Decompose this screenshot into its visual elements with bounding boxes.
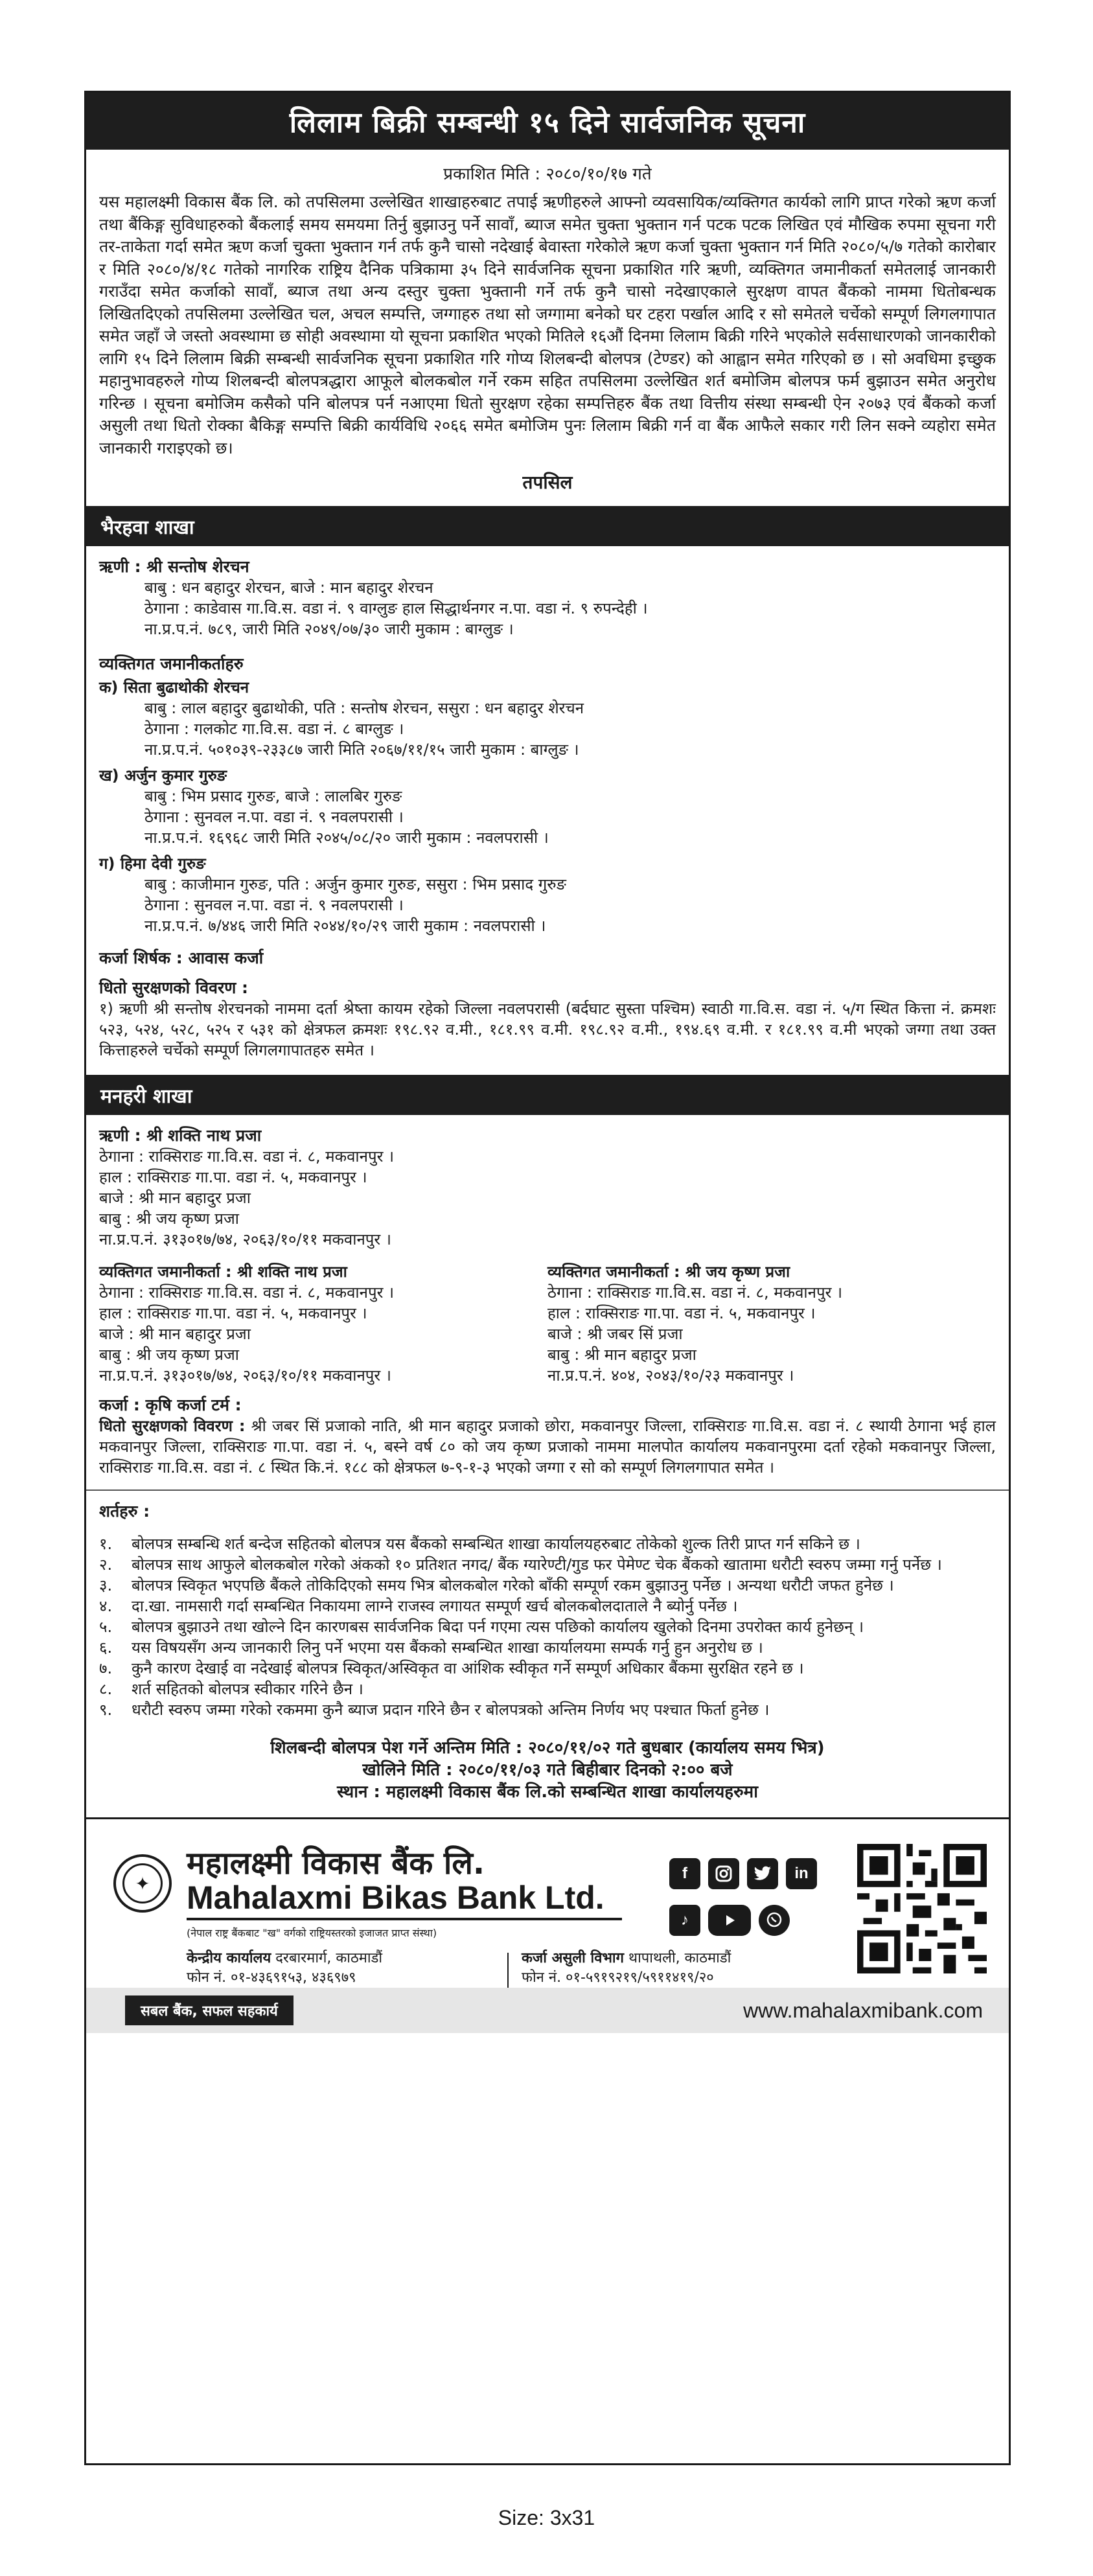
branch-section-manhari xyxy=(86,1125,1009,1478)
guarantor-name: व्यक्तिगत जमानीकर्ता : श्री जय कृष्ण प्रजा xyxy=(547,1263,790,1281)
loan-title: कर्जा शिर्षक : आवास कर्जा xyxy=(99,949,264,967)
deadline-opening: खोलिने मिति : २०८०/११/०३ गते बिहीबार दिनको २:०० बजे xyxy=(362,1760,733,1780)
bank-name-nepali: महालक्ष्मी विकास बैंक लि. xyxy=(187,1845,485,1881)
condition-number: १. xyxy=(99,1535,113,1553)
guarantor-line: ना.प्र.प.नं. १६९६८ जारी मिति २०४५/०८/२० जारी मुकाम : नवलपरासी । xyxy=(144,829,549,847)
recovery-office xyxy=(522,1949,731,1988)
guarantor-line: हाल : राक्सिराङ गा.पा. वडा नं. ५, मकवानपुर । xyxy=(99,1304,367,1322)
borrower-line: हाल : राक्सिराङ गा.पा. वडा नं. ५, मकवानपुर । xyxy=(99,1168,367,1186)
collateral-heading: धितो सुरक्षणको विवरण : xyxy=(99,978,249,997)
branch-section-bhairahawa xyxy=(86,557,1009,1061)
condition-text: बोलपत्र बुझाउने तथा खोल्ने दिन कारणबस सार्वजनिक बिदा पर्न गएमा त्यस पछिको कार्यालय खुलेको दिनमा उपरोक्त कार्य हुनेछन् । xyxy=(132,1618,864,1636)
viber-icon[interactable] xyxy=(759,1905,790,1936)
details-heading: तपसिल xyxy=(522,472,573,493)
recovery-office-address: थापाथली, काठमाडौं xyxy=(628,1950,731,1966)
recovery-office-phone: फोन नं. ०१-५९१९२१९/५९११४१९/२० xyxy=(522,1970,714,1986)
condition-text: धरौटी स्वरुप जम्मा गरेको रकममा कुनै ब्याज प्रदान गरिने छैन र बोलपत्रको अन्तिम निर्णय भए पश्चात फिर्ता हुनेछ । xyxy=(132,1701,770,1719)
bid-deadline xyxy=(86,1737,1009,1803)
published-date: प्रकाशित मिति : २०८०/१०/१७ गते xyxy=(443,165,652,184)
condition-number: ४. xyxy=(99,1597,113,1615)
ad-size-note: Size: 3x31 xyxy=(498,2506,595,2529)
guarantor-line: बाबु : श्री जय कृष्ण प्रजा xyxy=(99,1346,239,1364)
guarantor-line: बाजे : श्री जबर सिं प्रजा xyxy=(547,1325,683,1343)
guarantor-line: ना.प्र.प.नं. ७/४४६ जारी मिति २०४४/१०/२९ जारी मुकाम : नवलपरासी । xyxy=(144,917,546,935)
bank-slogan: सबल बैंक, सफल सहकार्य xyxy=(125,1995,293,2025)
condition-number: २. xyxy=(99,1556,113,1574)
guarantor-name: ग) हिमा देवी गुरुङ xyxy=(99,855,206,873)
condition-item xyxy=(86,1658,1009,1679)
tiktok-icon[interactable]: ♪ xyxy=(669,1905,700,1936)
conditions-section xyxy=(86,1501,1009,1522)
facebook-icon[interactable]: f xyxy=(669,1858,700,1889)
guarantor-line: बाबु : भिम प्रसाद गुरुङ, बाजे : लालबिर गुरुङ xyxy=(144,787,402,805)
condition-number: ७. xyxy=(99,1659,113,1677)
bank-name-underline xyxy=(187,1918,622,1920)
recovery-office-label: कर्जा असुली विभाग xyxy=(522,1950,625,1966)
guarantor-block xyxy=(99,765,996,848)
condition-number: ६. xyxy=(99,1639,113,1657)
guarantor-name: व्यक्तिगत जमानीकर्ता : श्री शक्ति नाथ प्रजा xyxy=(99,1263,347,1281)
branch-header-manhari: मनहरी शाखा xyxy=(86,1075,1009,1115)
bank-footer xyxy=(86,1819,1009,2033)
central-office-label: केन्द्रीय कार्यालय xyxy=(187,1950,271,1966)
guarantors-heading: व्यक्तिगत जमानीकर्ताहरु xyxy=(99,654,244,673)
loan-title: कर्जा : कृषि कर्जा टर्म : xyxy=(99,1396,242,1414)
condition-text: यस विषयसँग अन्य जानकारी लिनु पर्ने भएमा यस बैंकको सम्बन्धित शाखा कार्यालयमा सम्पर्क गर्नु हुन अनुरोध छ । xyxy=(132,1639,763,1657)
borrower-line: बाबु : श्री जय कृष्ण प्रजा xyxy=(99,1210,239,1228)
central-office-address: दरबारमार्ग, काठमाडौं xyxy=(275,1950,383,1966)
condition-text: कुनै कारण देखाई वा नदेखाई बोलपत्र स्विकृत/अस्विकृत वा आंशिक स्वीकृत गर्ने सम्पूर्ण अधिकार बैंकमा सुरक्षित रहने छ । xyxy=(132,1659,804,1677)
borrower-name: ऋणी : श्री सन्तोष शेरचन xyxy=(99,557,249,576)
qr-code-icon xyxy=(857,1844,987,1973)
condition-text: बोलपत्र साथ आफुले बोलकबोल गरेको अंकको १० प्रतिशत नगद/ बैंक ग्यारेण्टी/गुड फर पेमेण्ट चेक बैंकको खातामा धरौटी स्वरुप जम्मा गर्नु पर्नेछ । xyxy=(132,1556,942,1574)
central-office-phone: फोन नं. ०१-४३६९१५३, ४३६९७९ xyxy=(187,1970,356,1986)
central-office xyxy=(187,1949,382,1988)
guarantor-line: ठेगाना : राक्सिराङ गा.वि.स. वडा नं. ८, मकवानपुर । xyxy=(99,1283,395,1302)
linkedin-icon[interactable]: in xyxy=(786,1858,817,1889)
deadline-location: स्थान : महालक्ष्मी विकास बैंक लि.को सम्बन्धित शाखा कार्यालयहरुमा xyxy=(337,1782,758,1802)
section-divider xyxy=(86,1489,1009,1491)
borrower-name: ऋणी : श्री शक्ति नाथ प्रजा xyxy=(99,1126,262,1145)
guarantors-columns xyxy=(99,1261,996,1386)
guarantor-line: बाजे : श्री मान बहादुर प्रजा xyxy=(99,1325,251,1343)
condition-item xyxy=(86,1554,1009,1575)
social-links xyxy=(669,1858,818,1951)
guarantor-column-right xyxy=(547,1261,996,1386)
borrower-details xyxy=(99,1146,996,1250)
conditions-heading: शर्तहरु : xyxy=(99,1502,150,1521)
borrower-line: ठेगाना : राक्सिराङ गा.वि.स. वडा नं. ८, मकवानपुर । xyxy=(99,1147,395,1166)
guarantor-line: ना.प्र.प.नं. ५०१०३९-२३३८७ जारी मिति २०६७/११/१५ जारी मुकाम : बाग्लुङ । xyxy=(144,741,579,759)
guarantor-line: बाबु : लाल बहादुर बुढाथोकी, पति : सन्तोष शेरचन, ससुरा : धन बहादुर शेरचन xyxy=(144,699,584,717)
condition-item xyxy=(86,1637,1009,1658)
branch-header-bhairahawa: भैरहवा शाखा xyxy=(86,506,1009,546)
borrower-line: बाजे : श्री मान बहादुर प्रजा xyxy=(99,1189,251,1207)
bank-tagline: (नेपाल राष्ट्र बैंकबाट "ख" वर्गको राष्ट्रियस्तरको इजाजत प्राप्त संस्था) xyxy=(187,1927,437,1939)
borrower-details xyxy=(99,577,996,639)
office-separator xyxy=(507,1953,509,1992)
guarantor-line: ठेगाना : राक्सिराङ गा.वि.स. वडा नं. ८, मकवानपुर । xyxy=(547,1283,843,1302)
deadline-submission: शिलबन्दी बोलपत्र पेश गर्ने अन्तिम मिति : २०८०/११/०२ गते बुधबार (कार्यालय समय भित्र) xyxy=(270,1738,825,1758)
condition-text: शर्त सहितको बोलपत्र स्वीकार गरिने छैन । xyxy=(132,1680,363,1698)
youtube-icon[interactable] xyxy=(708,1905,751,1936)
guarantor-line: हाल : राक्सिराङ गा.पा. वडा नं. ५, मकवानपुर । xyxy=(547,1304,816,1322)
condition-number: ३. xyxy=(99,1576,113,1594)
guarantor-line: ठेगाना : गलकोट गा.वि.स. वडा नं. ८ बाग्लुङ । xyxy=(144,720,404,738)
website-link[interactable]: www.mahalaxmibank.com xyxy=(743,1998,983,2022)
condition-item xyxy=(86,1596,1009,1616)
condition-item xyxy=(86,1534,1009,1554)
guarantor-line: बाबु : काजीमान गुरुङ, पति : अर्जुन कुमार गुरुङ, ससुरा : भिम प्रसाद गुरुङ xyxy=(144,875,566,893)
notice-frame xyxy=(84,91,1011,2465)
conditions-list xyxy=(86,1534,1009,1720)
condition-number: ९. xyxy=(99,1701,113,1719)
notice-title: लिलाम बिक्री सम्बन्धी १५ दिने सार्वजनिक सूचना xyxy=(86,93,1009,150)
borrower-line: ना.प्र.प.नं. ३१३०१७/७४, २०६३/१०/११ मकवानपुर । xyxy=(99,1230,391,1248)
condition-item xyxy=(86,1679,1009,1699)
guarantor-name: ख) अर्जुन कुमार गुरुङ xyxy=(99,766,227,785)
guarantor-line: ना.प्र.प.नं. ३१३०१७/७४, २०६३/१०/११ मकवानपुर । xyxy=(99,1366,391,1385)
footer-bottom-bar xyxy=(86,1988,1009,2033)
collateral-text: श्री जबर सिं प्रजाको नाति, श्री मान बहादुर प्रजाको छोरा, मकवानपुर जिल्ला, राक्सिराङ गा.वि.स. वडा नं. ८ स्थायी ठेगाना भई हाल मकवानपुर जिल्ला, राक्सिराङ गा.पा. वडा नं. ५, बस्ने वर्ष ८० को जय कृष्ण प्रजाको नाममा मालपोत कार्यालय मकवानपुरमा दर्ता रहेको मकवानपुर जिल्ला, राक्सिराङ गा.वि.स. वडा नं. ८ स्थित कि.नं. १८८ को क्षेत्रफल ७-९-१-३ भएको जग्गा र सो को सम्पूर्ण लिगलगापात समेत । xyxy=(99,1417,996,1477)
borrower-line: ठेगाना : काडेवास गा.वि.स. वडा नं. ९ वाग्लुङ हाल सिद्धार्थनगर न.पा. वडा नं. ९ रुपन्देही । xyxy=(144,599,648,617)
bank-name-english: Mahalaxmi Bikas Bank Ltd. xyxy=(187,1880,604,1916)
condition-text: बोलपत्र सम्बन्धि शर्त बन्देज सहितको बोलपत्र यस बैंकको सम्बन्धित शाखा कार्यालयहरुबाट तोकेको शुल्क तिरी प्राप्त गर्न सकिने छ । xyxy=(132,1535,860,1553)
condition-text: दा.खा. नामसारी गर्दा सम्बन्धित निकायमा लाग्ने राजस्व लगायत सम्पूर्ण खर्च बोलकबोलदाताले नै ब्योर्नु पर्नेछ । xyxy=(132,1597,738,1615)
condition-item xyxy=(86,1616,1009,1637)
condition-item xyxy=(86,1575,1009,1596)
collateral-heading: धितो सुरक्षणको विवरण : xyxy=(99,1417,246,1435)
condition-text: बोलपत्र स्विकृत भएपछि बैंकले तोकिदिएको समय भित्र बोलकबोल गरेको बाँकी सम्पूर्ण रकम बुझाउनु पर्नेछ । अन्यथा धरौटी जफत हुनेछ । xyxy=(132,1576,894,1594)
twitter-icon[interactable] xyxy=(747,1858,778,1889)
bank-seal-icon: ✦ xyxy=(113,1854,172,1913)
intro-paragraph: यस महालक्ष्मी विकास बैंक लि. को तपसिलमा उल्लेखित शाखाहरुबाट तपाई ऋणीहरुले आफ्नो व्यवसायिक/व्यक्तिगत कार्यको लागि प्राप्त गरेको ऋण कर्जा तथा बैंकिङ्ग सुविधाहरुको बैंकलाई समय समयमा तिर्नु बुझाउनु पर्ने सावाँ, ब्याज समेत चुक्ता भुक्तान गर्न पटक पटक लिखित एवं मौखिक रुपमा सूचना गरी तर-ताकेता गर्दा समेत ऋण कर्जा चुक्ता भुक्तान गर्न तर्फ कुनै चासो नदेखाई बेवास्ता गरेकोले ऋण कर्जा चुक्ता भुक्तान गर्न मिति २०८०/५/७ गतेको कारोबार र मिति २०८०/४/१८ गतेको नागरिक राष्ट्रिय दैनिक पत्रिकामा ३५ दिने सार्वजनिक सूचना प्रकाशित गरि ऋणी, व्यक्तिगत जमानीकर्ता समेतलाई जानकारी गराउँदा समेत कर्जाको सावाँ, ब्याज तथा अन्य दस्तुर चुक्ता भुक्तानी गर्ने तर्फ कुनै चासो नदेखाएकाले सुरक्षण वापत बैंकको नाममा धितोबन्धक लिखितदिएको तपसिलमा उल्लेखित चल, अचल सम्पत्ति, जग्गाहरु तथा सो जग्गामा बनेको घर टहरा पर्खाल आदि र सो समेतले चर्चेको सम्पूर्ण लिगलगापात समेत जहाँ जे जस्तो अवस्थामा छ सोही अवस्थामा यो सूचना प्रकाशित भएको मितिले १६औं दिनमा लिलाम बिक्री गरिने भएकोले सर्वसाधारणको जानकारीको लागि १५ दिने लिलाम बिक्री सम्बन्धी सार्वजनिक सूचना प्रकाशित गरि गोप्य शिलबन्दी बोलपत्र (टेण्डर) को आह्वान समेत गरिएको छ । सो अवधिमा इच्छुक महानुभावहरुले गोप्य शिलबन्दी बोलपत्रद्धारा आफूले बोलकबोल गर्ने रकम सहित तपसिलमा उल्लेखित शर्त बमोजिम बोलपत्र फर्म बुझाउन समेत अनुरोध गरिन्छ । सूचना बमोजिम कसैको पनि बोलपत्र पर्न नआएमा धितो सुरक्षण रहेका सम्पत्तिहरु बैंक तथा वित्तीय संस्था सम्बन्धी ऐन २०७३ एवं बैंकको कर्जा असुली तथा धितो रोक्का बैकिङ्ग सम्पत्ति बिक्री कार्यविधि २०६६ समेत बमोजिम पुनः लिलाम बिक्री गर्न वा बैंक आफैले सकार गरी लिन सक्ने व्यहोरा समेत जानकारी गराइएको छ। xyxy=(99,192,996,457)
condition-item xyxy=(86,1699,1009,1720)
guarantor-line: ठेगाना : सुनवल न.पा. वडा नं. ९ नवलपरासी । xyxy=(144,896,404,914)
guarantor-line: बाबु : श्री मान बहादुर प्रजा xyxy=(547,1346,696,1364)
collateral-block xyxy=(99,1416,996,1478)
guarantor-block xyxy=(99,853,996,936)
condition-number: ८. xyxy=(99,1680,113,1698)
condition-number: ५. xyxy=(99,1618,113,1636)
instagram-icon[interactable] xyxy=(708,1858,739,1889)
collateral-text: १) ऋणी श्री सन्तोष शेरचनको नाममा दर्ता श्रेष्ता कायम रहेको जिल्ला नवलपरासी (बर्दघाट सुस्ता पश्चिम) स्वाठी गा.वि.स. वडा नं. ५/ग स्थित कित्ता नं. क्रमशः ५२३, ५२४, ५२८, ५२५ र ५३१ को क्षेत्रफल क्रमशः १९८.९२ व.मी., १८१.९९ व.मी. १९८.९२ व.मी., १९४.६९ व.मी. र १८१.९९ व.मी भएको जग्गा तथा उक्त कित्ताहरुले चर्चेको सम्पूर्ण लिगलगापातहरु समेत । xyxy=(99,1000,996,1059)
borrower-line: ना.प्र.प.नं. ७८९, जारी मिति २०४९/०७/३० जारी मुकाम : बाग्लुङ । xyxy=(144,620,514,638)
guarantor-line: ना.प्र.प.नं. ४०४, २०४३/१०/२३ मकवानपुर । xyxy=(547,1366,794,1385)
borrower-line: बाबु : धन बहादुर शेरचन, बाजे : मान बहादुर शेरचन xyxy=(144,579,433,597)
guarantor-line: ठेगाना : सुनवल न.पा. वडा नं. ९ नवलपरासी । xyxy=(144,808,404,826)
guarantor-name: क) सिता बुढाथोकी शेरचन xyxy=(99,678,249,696)
guarantor-column-left xyxy=(99,1261,547,1386)
guarantor-block xyxy=(99,677,996,760)
